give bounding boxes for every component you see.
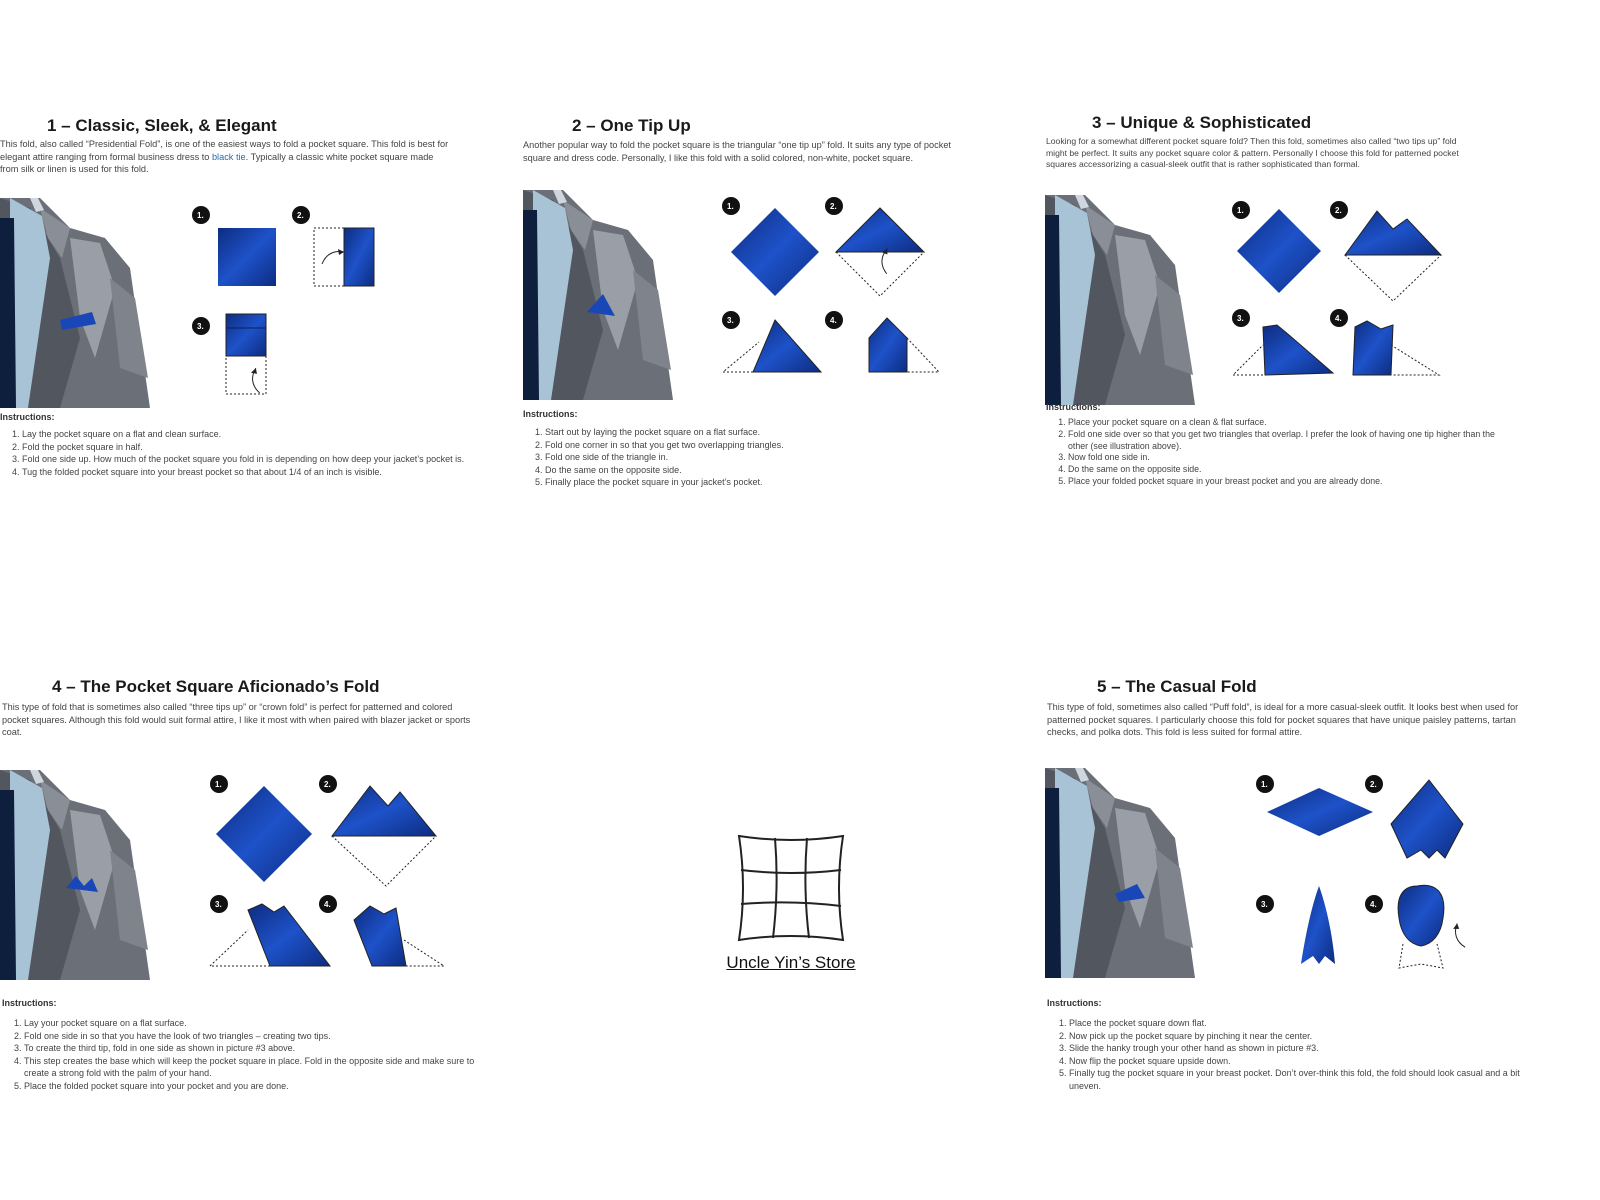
step-4-shape: [869, 318, 907, 372]
list-item: 2. Now pick up the pocket square by pinching it near the center.: [1069, 1030, 1549, 1043]
step-2-badge: [1365, 775, 1383, 793]
list-item: 4. Now flip the pocket square upside down.: [1069, 1055, 1549, 1068]
list-item: 3. Fold one side up. How much of the pocket square you fold in is depending on how deep your jacket’s pocket is.: [22, 453, 467, 466]
section-5-instructions-label: Instructions:: [1047, 998, 1102, 1008]
list-item: 1. Place the pocket square down flat.: [1069, 1017, 1549, 1030]
svg-text:3.: 3.: [1261, 900, 1268, 909]
list-item: 4. Do the same on the opposite side.: [545, 464, 975, 477]
list-item: 4. This step creates the base which will keep the pocket square in place. Fold in the opposite side and make sure to create a strong fold with the palm of your hand.: [24, 1055, 494, 1080]
svg-text:3.: 3.: [1237, 314, 1244, 323]
step-1-diamond: [1237, 209, 1321, 293]
step-1-badge: [210, 775, 228, 793]
step-3-badge: [1232, 309, 1250, 327]
step-3-badge: [210, 895, 228, 913]
section-3-title: 3 – Unique & Sophisticated: [1092, 113, 1312, 132]
list-item: 3. To create the third tip, fold in one side as shown in picture #3 above.: [24, 1042, 494, 1055]
svg-text:3.: 3.: [727, 316, 734, 325]
step-3-shape: [1263, 325, 1333, 375]
section-3-illustration: [1045, 195, 1465, 405]
list-item: 2. Fold the pocket square in half.: [22, 441, 467, 454]
fold-arrow-icon: [322, 249, 344, 264]
step-3-shape: [248, 904, 330, 966]
step-3-badge: [1256, 895, 1274, 913]
step-2-shape: [1345, 211, 1441, 255]
step-2-outline: [836, 252, 924, 296]
jacket-illustration: [0, 770, 150, 980]
step-3-badge: [192, 317, 210, 335]
list-item: 3. Now fold one side in.: [1068, 452, 1498, 464]
step-2-badge: [825, 197, 843, 215]
step-2-outline: [314, 228, 344, 286]
list-item: 2. Fold one side in so that you have the look of two triangles – creating two tips.: [24, 1030, 494, 1043]
step-4-badge: [1330, 309, 1348, 327]
section-2-title: 2 – One Tip Up: [572, 116, 691, 135]
store-logo: [716, 832, 866, 973]
section-3-instructions: [1046, 417, 1498, 488]
step-3-folded: [226, 314, 266, 356]
svg-text:1.: 1.: [1237, 206, 1244, 215]
fold-up-arrow-icon: [246, 367, 268, 393]
section-1-intro: [0, 138, 450, 176]
step-1-badge: [1232, 201, 1250, 219]
section-1-illustration: [0, 198, 440, 413]
step-1-badge: [192, 206, 210, 224]
section-3-intro: Looking for a somewhat different pocket square fold? Then this fold, sometimes also called “two tips up” fold might be perfect. It suits any pocket square color & pattern. Personally I choose this fold for patterned pocket squares accessorizing a casual-sleek outfit that is rather sophisticated than formal.: [1046, 136, 1459, 170]
step-1-badge: [722, 197, 740, 215]
step-2-outline: [1345, 255, 1441, 301]
section-4-title: 4 – The Pocket Square Aficionado’s Fold: [52, 677, 380, 696]
step-2-badge: [319, 775, 337, 793]
svg-text:2.: 2.: [324, 780, 331, 789]
step-4-shape: [1353, 321, 1393, 375]
list-item: 5. Place your folded pocket square in your breast pocket and you are already done.: [1068, 476, 1498, 488]
step-4-outline: [404, 940, 444, 966]
step-2-badge: [292, 206, 310, 224]
step-1-diamond: [1267, 788, 1373, 836]
list-item: 3. Slide the hanky trough your other hand as shown in picture #3.: [1069, 1042, 1549, 1055]
section-4-instructions: [2, 1017, 494, 1093]
black-tie-link[interactable]: black tie: [211, 151, 246, 162]
section-5-illustration: [1045, 768, 1485, 998]
section-3-instructions-label: Instructions:: [1046, 402, 1101, 412]
step-1-square: [218, 228, 276, 286]
step-2-shape: [1391, 780, 1463, 858]
svg-text:4.: 4.: [324, 900, 331, 909]
step-4-outline: [907, 338, 939, 372]
jacket-illustration: [1045, 195, 1195, 405]
step-4-shape: [1398, 885, 1444, 946]
svg-text:3.: 3.: [215, 900, 222, 909]
section-2-instructions-label: Instructions:: [523, 409, 578, 419]
svg-text:4.: 4.: [1335, 314, 1342, 323]
section-1-intro-text-a: This fold, also called “Presidential Fold”, is one of the easiest ways to fold a pocket square. This fold is best for elegant attire ranging from formal business dress to: [0, 139, 449, 162]
svg-text:1.: 1.: [215, 780, 222, 789]
svg-text:4.: 4.: [1370, 900, 1377, 909]
list-item: 4. Do the same on the opposite side.: [1068, 464, 1498, 476]
list-item: 1. Start out by laying the pocket square on a flat surface.: [545, 426, 975, 439]
step-1-badge: [1256, 775, 1274, 793]
list-item: 2. Fold one corner in so that you get two overlapping triangles.: [545, 439, 975, 452]
step-3-badge: [722, 311, 740, 329]
step-4-shape: [354, 906, 406, 966]
jacket-illustration: [523, 190, 673, 400]
section-2-illustration: [523, 190, 953, 410]
svg-text:1.: 1.: [197, 211, 204, 220]
section-1-instructions-label: Instructions:: [0, 412, 55, 422]
section-2-instructions: [523, 426, 975, 489]
list-item: 5. Finally place the pocket square in your jacket’s pocket.: [545, 476, 975, 489]
list-item: 5. Place the folded pocket square into your pocket and you are done.: [24, 1080, 494, 1093]
step-2-triangle: [836, 208, 924, 252]
section-1-instructions: [0, 428, 467, 478]
step-2-badge: [1330, 201, 1348, 219]
step-2-outline: [332, 836, 436, 886]
step-4-outline: [1399, 944, 1443, 968]
section-5-instructions: [1047, 1017, 1549, 1093]
step-2-shape: [332, 786, 436, 836]
step-4-outline: [1391, 345, 1439, 375]
list-item: 1. Lay the pocket square on a flat and clean surface.: [22, 428, 467, 441]
step-3-outline: [1233, 345, 1263, 375]
list-item: 1. Place your pocket square on a clean & flat surface.: [1068, 417, 1498, 429]
list-item: 2. Fold one side over so that you get two triangles that overlap. I prefer the look of having one tip higher than the other (see illustration above).: [1068, 429, 1498, 453]
step-3-shape: [753, 320, 821, 372]
section-5-intro: This type of fold, sometimes also called “Puff fold”, is ideal for a more casual-sleek outfit. It looks best when used for patterned pocket squares. I particularly choose this fold for pocket squares that have unique paisley patterns, tartan checks, and polka dots. This fold is less suited for formal attire.: [1047, 702, 1519, 737]
step-2-half: [344, 228, 374, 286]
step-4-badge: [1365, 895, 1383, 913]
list-item: 3. Fold one side of the triangle in.: [545, 451, 975, 464]
section-4-instructions-label: Instructions:: [2, 998, 57, 1008]
section-5-title: 5 – The Casual Fold: [1097, 677, 1257, 696]
svg-text:2.: 2.: [1370, 780, 1377, 789]
section-4-illustration: [0, 770, 460, 1000]
section-1-title: 1 – Classic, Sleek, & Elegant: [47, 116, 277, 135]
step-3-shape: [1301, 886, 1335, 964]
step-3-outline: [723, 342, 759, 372]
svg-text:2.: 2.: [1335, 206, 1342, 215]
svg-text:1.: 1.: [727, 202, 734, 211]
step-3-outline: [226, 356, 266, 394]
jacket-illustration: [0, 198, 150, 408]
section-1-intro-text-b: . Typically a classic white pocket square made from silk or linen is used for this fold.: [0, 151, 434, 174]
jacket-illustration: [1045, 768, 1195, 978]
pocket-square-logo-icon: [735, 832, 847, 944]
flip-arrow-icon: [1450, 923, 1469, 947]
svg-text:2.: 2.: [297, 211, 304, 220]
step-4-badge: [825, 311, 843, 329]
svg-text:4.: 4.: [830, 316, 837, 325]
step-1-diamond: [731, 208, 819, 296]
store-name: Uncle Yin’s Store: [726, 953, 856, 972]
step-4-badge: [319, 895, 337, 913]
svg-text:2.: 2.: [830, 202, 837, 211]
list-item: 4. Tug the folded pocket square into your breast pocket so that about 1/4 of an inch is visible.: [22, 466, 467, 479]
svg-text:3.: 3.: [197, 322, 204, 331]
section-4-intro: This type of fold that is sometimes also called “three tips up” or “crown fold” is perfect for patterned and colored pocket squares. Although this fold would suit formal attire, I like it most with when paired with blazer jacket or sports coat.: [2, 702, 471, 737]
svg-text:1.: 1.: [1261, 780, 1268, 789]
step-1-diamond: [216, 786, 312, 882]
section-2-intro: Another popular way to fold the pocket square is the triangular “one tip up” fold. It suits any type of pocket square and dress code. Personally, I like this fold with a solid colored, non-white, pocket square.: [523, 140, 951, 163]
list-item: 1. Lay your pocket square on a flat surface.: [24, 1017, 494, 1030]
list-item: 5. Finally tug the pocket square in your breast pocket. Don’t over-think this fold, the fold should look casual and a bit uneven.: [1069, 1067, 1549, 1092]
